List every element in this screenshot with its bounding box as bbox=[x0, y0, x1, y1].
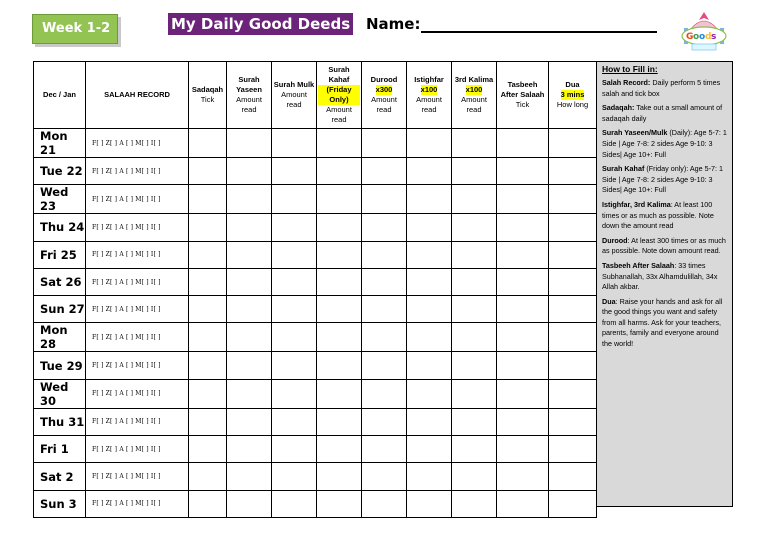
week-badge: Week 1-2 bbox=[32, 14, 118, 44]
mulk-cell[interactable] bbox=[272, 129, 317, 158]
page-title: My Daily Good Deeds bbox=[168, 13, 353, 35]
dua-cell[interactable] bbox=[549, 490, 597, 517]
dua-cell[interactable] bbox=[549, 408, 597, 435]
instruction-text: : Raise your hands and ask for all the good things you want and safety from all harms. Ask for your teachers, parents, family and everyone around the world! bbox=[602, 296, 723, 349]
durood-cell[interactable] bbox=[362, 379, 407, 408]
istighfar-cell[interactable] bbox=[407, 352, 452, 379]
table-row bbox=[34, 463, 597, 490]
kalima-cell[interactable] bbox=[452, 129, 497, 158]
mulk-cell[interactable] bbox=[272, 296, 317, 323]
col-kahaf: Surah Kahaf (Friday Only) Amount read bbox=[317, 62, 362, 129]
col-yaseen: Surah Yaseen Amount read bbox=[227, 62, 272, 129]
sadaqah-cell[interactable] bbox=[189, 408, 227, 435]
instruction-item bbox=[602, 128, 729, 160]
sadaqah-cell[interactable] bbox=[189, 352, 227, 379]
table-row bbox=[34, 129, 597, 158]
istighfar-cell[interactable] bbox=[407, 158, 452, 185]
instruction-item bbox=[602, 200, 729, 232]
name-line bbox=[421, 31, 657, 33]
sadaqah-cell[interactable] bbox=[189, 296, 227, 323]
mulk-cell[interactable] bbox=[272, 241, 317, 268]
yaseen-cell[interactable] bbox=[227, 129, 272, 158]
kahaf-cell[interactable] bbox=[317, 268, 362, 295]
table-row bbox=[34, 241, 597, 268]
tasbeeh-cell[interactable] bbox=[497, 436, 549, 463]
yaseen-cell[interactable] bbox=[227, 352, 272, 379]
durood-cell[interactable] bbox=[362, 241, 407, 268]
salaah-cell[interactable]: F[ ] Z[ ] A [ ] M[ ] I[ ] bbox=[86, 296, 189, 323]
tasbeeh-cell[interactable] bbox=[497, 463, 549, 490]
mulk-cell[interactable] bbox=[272, 490, 317, 517]
table-row bbox=[34, 490, 597, 517]
durood-cell[interactable] bbox=[362, 436, 407, 463]
day-cell: Mon 21 bbox=[34, 129, 86, 158]
kahaf-cell[interactable] bbox=[317, 463, 362, 490]
istighfar-cell[interactable] bbox=[407, 214, 452, 241]
day-cell: Sat 2 bbox=[34, 463, 86, 490]
istighfar-cell[interactable] bbox=[407, 185, 452, 214]
salaah-cell[interactable]: F[ ] Z[ ] A [ ] M[ ] I[ ] bbox=[86, 323, 189, 352]
istighfar-cell[interactable] bbox=[407, 490, 452, 517]
day-cell: Thu 24 bbox=[34, 214, 86, 241]
tasbeeh-cell[interactable] bbox=[497, 241, 549, 268]
kahaf-cell[interactable] bbox=[317, 241, 362, 268]
kahaf-cell[interactable] bbox=[317, 490, 362, 517]
deeds-table bbox=[33, 61, 597, 518]
table-row bbox=[34, 268, 597, 295]
durood-cell[interactable] bbox=[362, 463, 407, 490]
table-row bbox=[34, 214, 597, 241]
istighfar-cell[interactable] bbox=[407, 296, 452, 323]
mulk-cell[interactable] bbox=[272, 352, 317, 379]
kalima-cell[interactable] bbox=[452, 379, 497, 408]
salaah-cell[interactable]: F[ ] Z[ ] A [ ] M[ ] I[ ] bbox=[86, 436, 189, 463]
dua-cell[interactable] bbox=[549, 185, 597, 214]
tasbeeh-cell[interactable] bbox=[497, 296, 549, 323]
day-cell: Fri 1 bbox=[34, 436, 86, 463]
dua-cell[interactable] bbox=[549, 323, 597, 352]
sadaqah-cell[interactable] bbox=[189, 214, 227, 241]
sadaqah-cell[interactable] bbox=[189, 129, 227, 158]
svg-text:d: d bbox=[705, 32, 712, 42]
salaah-cell[interactable]: F[ ] Z[ ] A [ ] M[ ] I[ ] bbox=[86, 408, 189, 435]
durood-cell[interactable] bbox=[362, 129, 407, 158]
instruction-text: Take out a small amount of sadaqah daily bbox=[602, 103, 723, 123]
day-cell: Mon 28 bbox=[34, 323, 86, 352]
sadaqah-cell[interactable] bbox=[189, 241, 227, 268]
kahaf-cell[interactable] bbox=[317, 129, 362, 158]
instruction-text: Daily perform 5 times salah and tick box bbox=[602, 78, 721, 98]
table-row bbox=[34, 436, 597, 463]
yaseen-cell[interactable] bbox=[227, 185, 272, 214]
tasbeeh-cell[interactable] bbox=[497, 158, 549, 185]
instruction-label: Istighfar, 3rd Kalima bbox=[602, 199, 671, 209]
col-mulk: Surah Mulk Amount read bbox=[272, 62, 317, 129]
yaseen-cell[interactable] bbox=[227, 268, 272, 295]
col-salaah: SALAAH RECORD bbox=[86, 62, 189, 129]
mulk-cell[interactable] bbox=[272, 408, 317, 435]
mulk-cell[interactable] bbox=[272, 323, 317, 352]
salaah-cell[interactable]: F[ ] Z[ ] A [ ] M[ ] I[ ] bbox=[86, 241, 189, 268]
dua-cell[interactable] bbox=[549, 268, 597, 295]
dua-cell[interactable] bbox=[549, 379, 597, 408]
sadaqah-cell[interactable] bbox=[189, 379, 227, 408]
kalima-cell[interactable] bbox=[452, 158, 497, 185]
istighfar-cell[interactable] bbox=[407, 379, 452, 408]
tasbeeh-cell[interactable] bbox=[497, 185, 549, 214]
day-cell: Wed 23 bbox=[34, 185, 86, 214]
mulk-cell[interactable] bbox=[272, 185, 317, 214]
sadaqah-cell[interactable] bbox=[189, 185, 227, 214]
kalima-cell[interactable] bbox=[452, 408, 497, 435]
instruction-item bbox=[602, 78, 729, 99]
kalima-cell[interactable] bbox=[452, 296, 497, 323]
mosque-logo-icon bbox=[676, 10, 732, 52]
col-tasbeeh: Tasbeeh After Salaah Tick bbox=[497, 62, 549, 129]
tasbeeh-cell[interactable] bbox=[497, 268, 549, 295]
instruction-label: Surah Kahaf bbox=[602, 164, 645, 174]
kalima-cell[interactable] bbox=[452, 436, 497, 463]
sadaqah-cell[interactable] bbox=[189, 436, 227, 463]
kahaf-cell[interactable] bbox=[317, 214, 362, 241]
dua-cell[interactable] bbox=[549, 436, 597, 463]
mulk-cell[interactable] bbox=[272, 268, 317, 295]
yaseen-cell[interactable] bbox=[227, 436, 272, 463]
dua-cell[interactable] bbox=[549, 463, 597, 490]
dua-cell[interactable] bbox=[549, 214, 597, 241]
mulk-cell[interactable] bbox=[272, 436, 317, 463]
kahaf-cell[interactable] bbox=[317, 352, 362, 379]
kalima-cell[interactable] bbox=[452, 241, 497, 268]
salaah-cell[interactable]: F[ ] Z[ ] A [ ] M[ ] I[ ] bbox=[86, 158, 189, 185]
col-sadaqah: Sadaqah Tick bbox=[189, 62, 227, 129]
mulk-cell[interactable] bbox=[272, 463, 317, 490]
sadaqah-cell[interactable] bbox=[189, 268, 227, 295]
kahaf-cell[interactable] bbox=[317, 185, 362, 214]
instruction-item bbox=[602, 297, 729, 350]
instruction-item bbox=[602, 261, 729, 293]
kahaf-cell[interactable] bbox=[317, 296, 362, 323]
svg-text:o: o bbox=[699, 32, 706, 42]
salaah-cell[interactable]: F[ ] Z[ ] A [ ] M[ ] I[ ] bbox=[86, 129, 189, 158]
instructions-panel bbox=[596, 61, 733, 507]
durood-cell[interactable] bbox=[362, 185, 407, 214]
sadaqah-cell[interactable] bbox=[189, 158, 227, 185]
durood-cell[interactable] bbox=[362, 352, 407, 379]
salaah-cell[interactable]: F[ ] Z[ ] A [ ] M[ ] I[ ] bbox=[86, 214, 189, 241]
durood-cell[interactable] bbox=[362, 158, 407, 185]
mulk-cell[interactable] bbox=[272, 379, 317, 408]
yaseen-cell[interactable] bbox=[227, 323, 272, 352]
kalima-cell[interactable] bbox=[452, 185, 497, 214]
salaah-cell[interactable]: F[ ] Z[ ] A [ ] M[ ] I[ ] bbox=[86, 490, 189, 517]
col-istighfar: Istighfar x100 Amount read bbox=[407, 62, 452, 129]
instruction-label: Durood bbox=[602, 235, 628, 245]
day-cell: Sat 26 bbox=[34, 268, 86, 295]
instruction-text: : At least 300 times or as much as possible. Note down amount read. bbox=[602, 235, 726, 256]
dua-cell[interactable] bbox=[549, 352, 597, 379]
sadaqah-cell[interactable] bbox=[189, 463, 227, 490]
tasbeeh-cell[interactable] bbox=[497, 379, 549, 408]
istighfar-cell[interactable] bbox=[407, 463, 452, 490]
table-row bbox=[34, 408, 597, 435]
instructions-heading: How to Fill in: bbox=[602, 64, 658, 74]
tasbeeh-cell[interactable] bbox=[497, 323, 549, 352]
kalima-cell[interactable] bbox=[452, 490, 497, 517]
tasbeeh-cell[interactable] bbox=[497, 408, 549, 435]
mulk-cell[interactable] bbox=[272, 214, 317, 241]
dua-cell[interactable] bbox=[549, 296, 597, 323]
durood-cell[interactable] bbox=[362, 214, 407, 241]
dua-cell[interactable] bbox=[549, 241, 597, 268]
table-row bbox=[34, 185, 597, 214]
table-row bbox=[34, 379, 597, 408]
col-kalima: 3rd Kalima x100 Amount read bbox=[452, 62, 497, 129]
yaseen-cell[interactable] bbox=[227, 379, 272, 408]
instruction-label: Dua bbox=[602, 296, 616, 306]
kahaf-cell[interactable] bbox=[317, 158, 362, 185]
istighfar-cell[interactable] bbox=[407, 436, 452, 463]
istighfar-cell[interactable] bbox=[407, 268, 452, 295]
day-cell: Tue 22 bbox=[34, 158, 86, 185]
col-date: Dec / Jan bbox=[34, 62, 86, 129]
sadaqah-cell[interactable] bbox=[189, 323, 227, 352]
day-cell: Sun 3 bbox=[34, 490, 86, 517]
sadaqah-cell[interactable] bbox=[189, 490, 227, 517]
salaah-cell[interactable]: F[ ] Z[ ] A [ ] M[ ] I[ ] bbox=[86, 185, 189, 214]
day-cell: Wed 30 bbox=[34, 379, 86, 408]
durood-cell[interactable] bbox=[362, 268, 407, 295]
istighfar-cell[interactable] bbox=[407, 408, 452, 435]
salaah-cell[interactable]: F[ ] Z[ ] A [ ] M[ ] I[ ] bbox=[86, 463, 189, 490]
table-row bbox=[34, 352, 597, 379]
mulk-cell[interactable] bbox=[272, 158, 317, 185]
day-cell: Sun 27 bbox=[34, 296, 86, 323]
durood-cell[interactable] bbox=[362, 490, 407, 517]
kalima-cell[interactable] bbox=[452, 323, 497, 352]
salaah-cell[interactable]: F[ ] Z[ ] A [ ] M[ ] I[ ] bbox=[86, 379, 189, 408]
day-cell: Thu 31 bbox=[34, 408, 86, 435]
istighfar-cell[interactable] bbox=[407, 129, 452, 158]
istighfar-cell[interactable] bbox=[407, 241, 452, 268]
kalima-cell[interactable] bbox=[452, 352, 497, 379]
kahaf-cell[interactable] bbox=[317, 436, 362, 463]
tasbeeh-cell[interactable] bbox=[497, 129, 549, 158]
instruction-label: Surah Yaseen/Mulk bbox=[602, 128, 668, 138]
table-header-row bbox=[34, 62, 597, 129]
instruction-label: Salah Record: bbox=[602, 78, 651, 87]
yaseen-cell[interactable] bbox=[227, 296, 272, 323]
durood-cell[interactable] bbox=[362, 323, 407, 352]
table-row bbox=[34, 323, 597, 352]
instruction-text: (Friday only): Age 5-7: 1 Side | Age 7-8: 2 sides Age 9-10: 3 Sides| Age 10+: Full bbox=[602, 164, 724, 195]
dua-cell[interactable] bbox=[549, 158, 597, 185]
instruction-label: Sadaqah: bbox=[602, 103, 635, 113]
tasbeeh-cell[interactable] bbox=[497, 214, 549, 241]
tasbeeh-cell[interactable] bbox=[497, 352, 549, 379]
instruction-label: Tasbeeh After Salaah bbox=[602, 260, 675, 270]
kalima-cell[interactable] bbox=[452, 463, 497, 490]
yaseen-cell[interactable] bbox=[227, 490, 272, 517]
svg-text:G: G bbox=[686, 32, 694, 42]
durood-cell[interactable] bbox=[362, 408, 407, 435]
yaseen-cell[interactable] bbox=[227, 214, 272, 241]
yaseen-cell[interactable] bbox=[227, 463, 272, 490]
kalima-cell[interactable] bbox=[452, 268, 497, 295]
name-label: Name: bbox=[366, 15, 421, 33]
salaah-cell[interactable]: F[ ] Z[ ] A [ ] M[ ] I[ ] bbox=[86, 268, 189, 295]
yaseen-cell[interactable] bbox=[227, 241, 272, 268]
day-cell: Fri 25 bbox=[34, 241, 86, 268]
table-row bbox=[34, 158, 597, 185]
col-durood: Durood x300 Amount read bbox=[362, 62, 407, 129]
instruction-item bbox=[602, 164, 729, 196]
kahaf-cell[interactable] bbox=[317, 408, 362, 435]
instruction-text: : At least 100 times or as much as possible. Note down the amount read bbox=[602, 199, 714, 231]
table-row bbox=[34, 296, 597, 323]
svg-text:o: o bbox=[693, 32, 700, 42]
col-dua: Dua 3 mins How long bbox=[549, 62, 597, 129]
yaseen-cell[interactable] bbox=[227, 158, 272, 185]
instruction-text: : 33 times Subhanallah, 33x Alhamdulillah, 34x Allah akbar. bbox=[602, 260, 718, 292]
instruction-item bbox=[602, 236, 729, 257]
instruction-text: (Daily): Age 5-7: 1 Side | Age 7-8: 2 sides Age 9-10: 3 Sides| Age 10+: Full bbox=[602, 128, 727, 159]
tasbeeh-cell[interactable] bbox=[497, 490, 549, 517]
salaah-cell[interactable]: F[ ] Z[ ] A [ ] M[ ] I[ ] bbox=[86, 352, 189, 379]
kalima-cell[interactable] bbox=[452, 214, 497, 241]
istighfar-cell[interactable] bbox=[407, 323, 452, 352]
instruction-item bbox=[602, 103, 729, 124]
kahaf-cell[interactable] bbox=[317, 379, 362, 408]
durood-cell[interactable] bbox=[362, 296, 407, 323]
yaseen-cell[interactable] bbox=[227, 408, 272, 435]
kahaf-cell[interactable] bbox=[317, 323, 362, 352]
dua-cell[interactable] bbox=[549, 129, 597, 158]
svg-text:s: s bbox=[711, 32, 717, 42]
day-cell: Tue 29 bbox=[34, 352, 86, 379]
